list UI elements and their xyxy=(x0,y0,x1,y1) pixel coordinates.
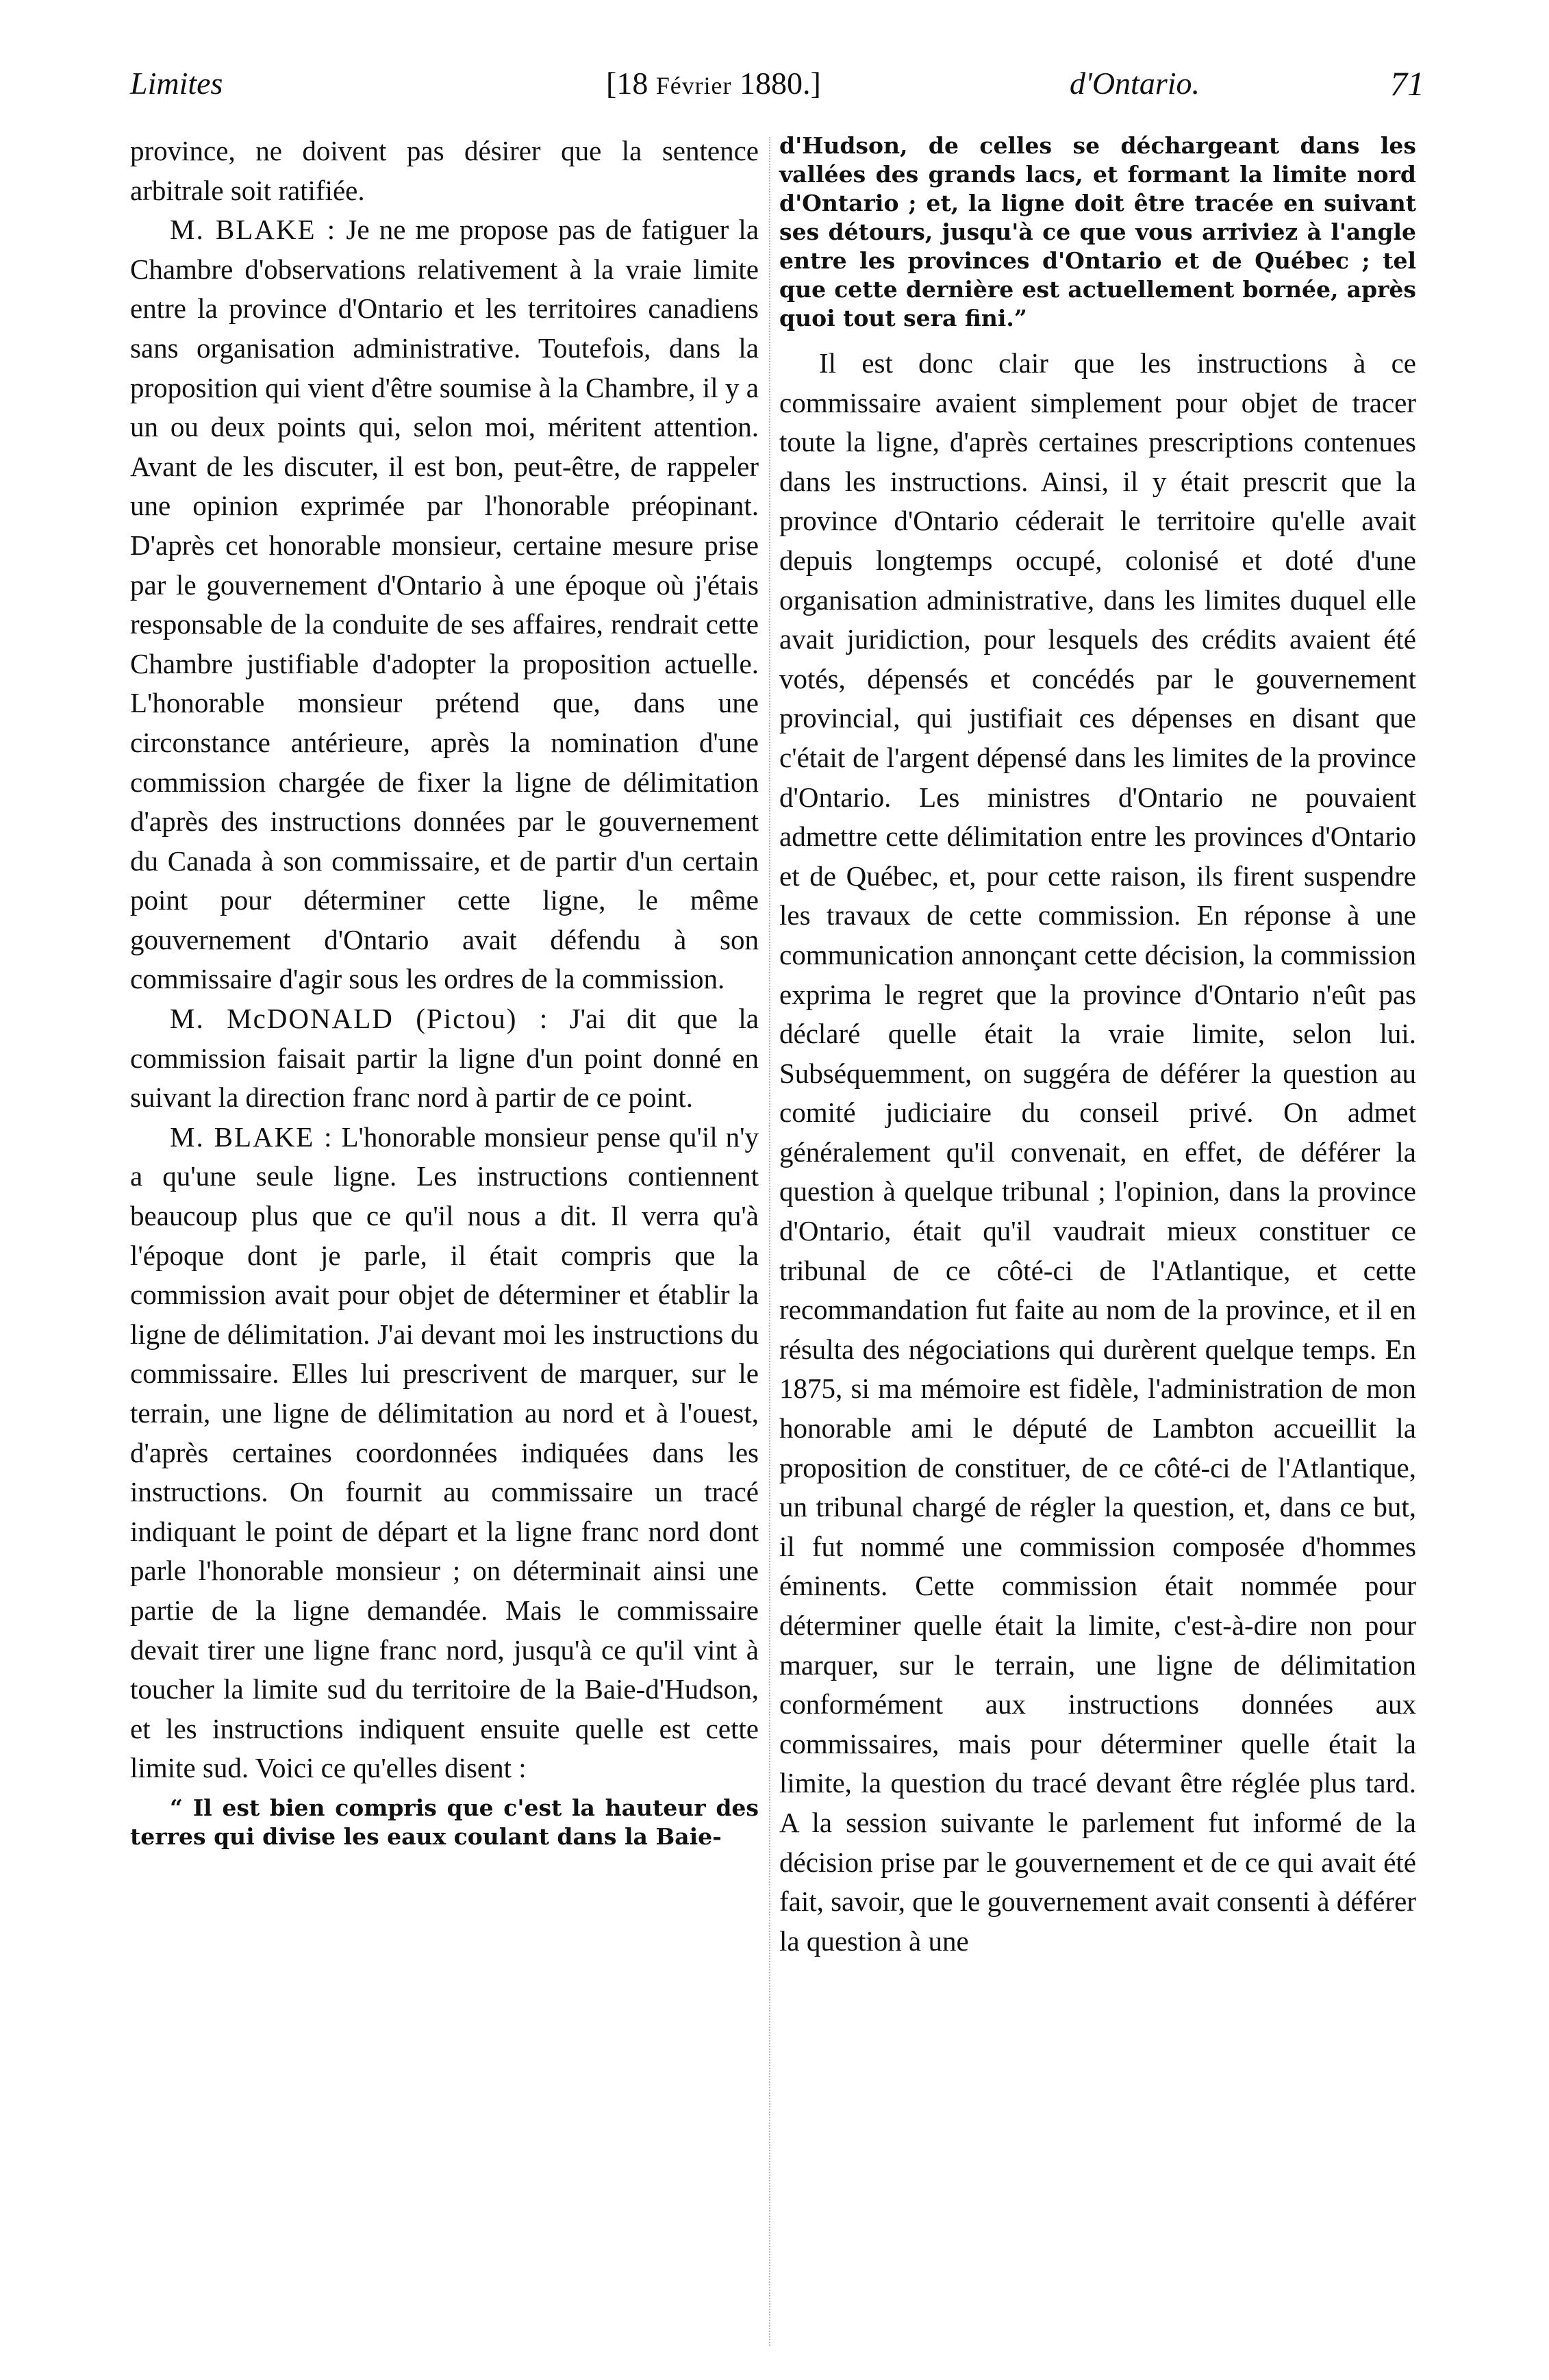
speech-text: Je ne me propose pas de fatiguer la Chambre d'observations relativement à la vraie limite entre la province d'Ontario et les territoires canadiens sans organisation administrative. Toutefois, dans la proposition qui vient d'être soumise à la Chambre, il y a un ou deux points qui, selon moi, méritent attention. Avant de les discuter, il est bon, peut-être, de rappeler une opinion exprimée par l'honorable préopinant. D'après cet honorable monsieur, certaine mesure prise par le gouvernement d'Ontario à une époque où j'étais responsable de la conduite de ses affaires, rendrait cette Chambre justifiable d'adopter la proposition actuelle. L'honorable monsieur prétend que, dans une circonstance antérieure, après la nomination d'une commission chargée de fixer la ligne de délimitation d'après des instructions données par le gouvernement du Canada à son commissaire, et de partir d'un certain point pour déterminer cette ligne, le même gouvernement d'Ontario avait défendu à son commissaire d'agir sous les ordres de la commission. xyxy=(130,214,759,995)
left-paragraph-4 xyxy=(130,1118,759,1788)
left-paragraph-2 xyxy=(130,210,759,999)
header-right-title: d'Ontario. xyxy=(1070,66,1200,101)
left-paragraph-3 xyxy=(130,999,759,1118)
speech-text: J'ai dit que la commission faisait partir la ligne d'un point donné en suivant la direction franc nord à partir de ce point. xyxy=(130,1003,759,1114)
column-divider xyxy=(769,137,770,2346)
header-date-prefix: [18 xyxy=(606,66,656,101)
left-quote: “ Il est bien compris que c'est la hauteur des terres qui divise les eaux coulant dans la Baie- xyxy=(130,1794,759,1850)
speaker-name: M. BLAKE : xyxy=(170,1120,333,1153)
page-number: 71 xyxy=(1390,64,1424,103)
left-column xyxy=(130,131,759,1851)
speaker-name: M. BLAKE : xyxy=(170,214,337,246)
header-date xyxy=(606,63,821,106)
running-header xyxy=(130,63,1424,118)
header-date-suffix: 1880.] xyxy=(731,66,821,101)
right-column xyxy=(779,131,1416,1961)
speech-text: L'honorable monsieur pense qu'il n'y a qu'une seule ligne. Les instructions contiennent beaucoup plus que ce qu'il nous a dit. Il verra qu'à l'époque dont je parle, il était compris que la commission avait pour objet de déterminer et établir la ligne de délimitation. J'ai devant moi les instructions du commissaire. Elles lui prescrivent de marquer, sur le terrain, une ligne de délimitation au nord et à l'ouest, d'après certaines coordonnées indiquées dans les instructions. On fournit au commissaire un tracé indiquant le point de départ et la ligne franc nord dont parle l'honorable monsieur ; on déterminait ainsi une partie de la ligne demandée. Mais le commissaire devait tirer une ligne franc nord, jusqu'à ce qu'il vint à toucher la limite sud du territoire de la Baie-d'Hudson, et les instructions indiquent ensuite quelle est cette limite sud. Voici ce qu'elles disent : xyxy=(130,1120,759,1784)
header-left-title: Limites xyxy=(130,66,223,101)
left-paragraph-1: province, ne doivent pas désirer que la sentence arbitrale soit ratifiée. xyxy=(130,135,759,206)
right-quote: d'Hudson, de celles se déchargeant dans les vallées des grands lacs, et formant la limite nord d'Ontario ; et, la ligne doit être tracée en suivant ses détours, jusqu'à ce que vous arriviez à l'angle entre les provinces d'Ontario et de Québec ; tel que cette dernière est actuellement bornée, après quoi tout sera fini.” xyxy=(779,132,1416,331)
speaker-name: M. McDONALD (Pictou) : xyxy=(170,1003,549,1035)
right-paragraph-1: Il est donc clair que les instructions à ce commissaire avaient simplement pour objet de tracer toute la ligne, d'après certaines prescriptions contenues dans les instructions. Ainsi, il y était prescrit que la province d'Ontario céderait le territoire qu'elle avait depuis longtemps occupé, colonisé et doté d'une organisation administrative, dans les limites duquel elle avait juridiction, pour lesquels des crédits avaient été votés, dépensés et concédés par le gouvernement provincial, qui justifiait ces dépenses en disant que c'était de l'argent dépensé dans les limites de la province d'Ontario. Les ministres d'Ontario ne pouvaient admettre cette délimitation entre les provinces d'Ontario et de Québec, et, pour cette raison, ils firent suspendre les travaux de cette commission. En réponse à une communication annonçant cette décision, la commission exprima le regret que la province d'Ontario n'eût pas déclaré quelle était la vraie limite, selon lui. Subséquemment, on suggéra de déférer la question au comité judiciaire du conseil privé. On admet généralement qu'il convenait, en effet, de déférer la question à quelque tribunal ; l'opinion, dans la province d'Ontario, était qu'il vaudrait mieux constituer ce tribunal de ce côté-ci de l'Atlantique, et cette recommandation fut faite au nom de la province, et il en résulta des négociations qui durèrent quelque temps. En 1875, si ma mémoire est fidèle, l'administration de mon honorable ami le député de Lambton accueillit la proposition de constituer, de ce côté-ci de l'Atlantique, un tribunal chargé de régler la question, et, dans ce but, il fut nommé une commission composée d'hommes éminents. Cette commission était nommée pour déterminer quelle était la limite, c'est-à-dire non pour marquer, sur le terrain, une ligne de délimitation conformément aux instructions données aux commissaires, mais pour déterminer quelle était la limite, la question du tracé devant être réglée plus tard. A la session suivante le parlement fut informé de la décision prise par le gouvernement et de ce qui avait été fait, savoir, que le gouvernement avait consenti à déférer la question à une xyxy=(779,347,1416,1957)
header-date-month: Février xyxy=(655,72,732,99)
